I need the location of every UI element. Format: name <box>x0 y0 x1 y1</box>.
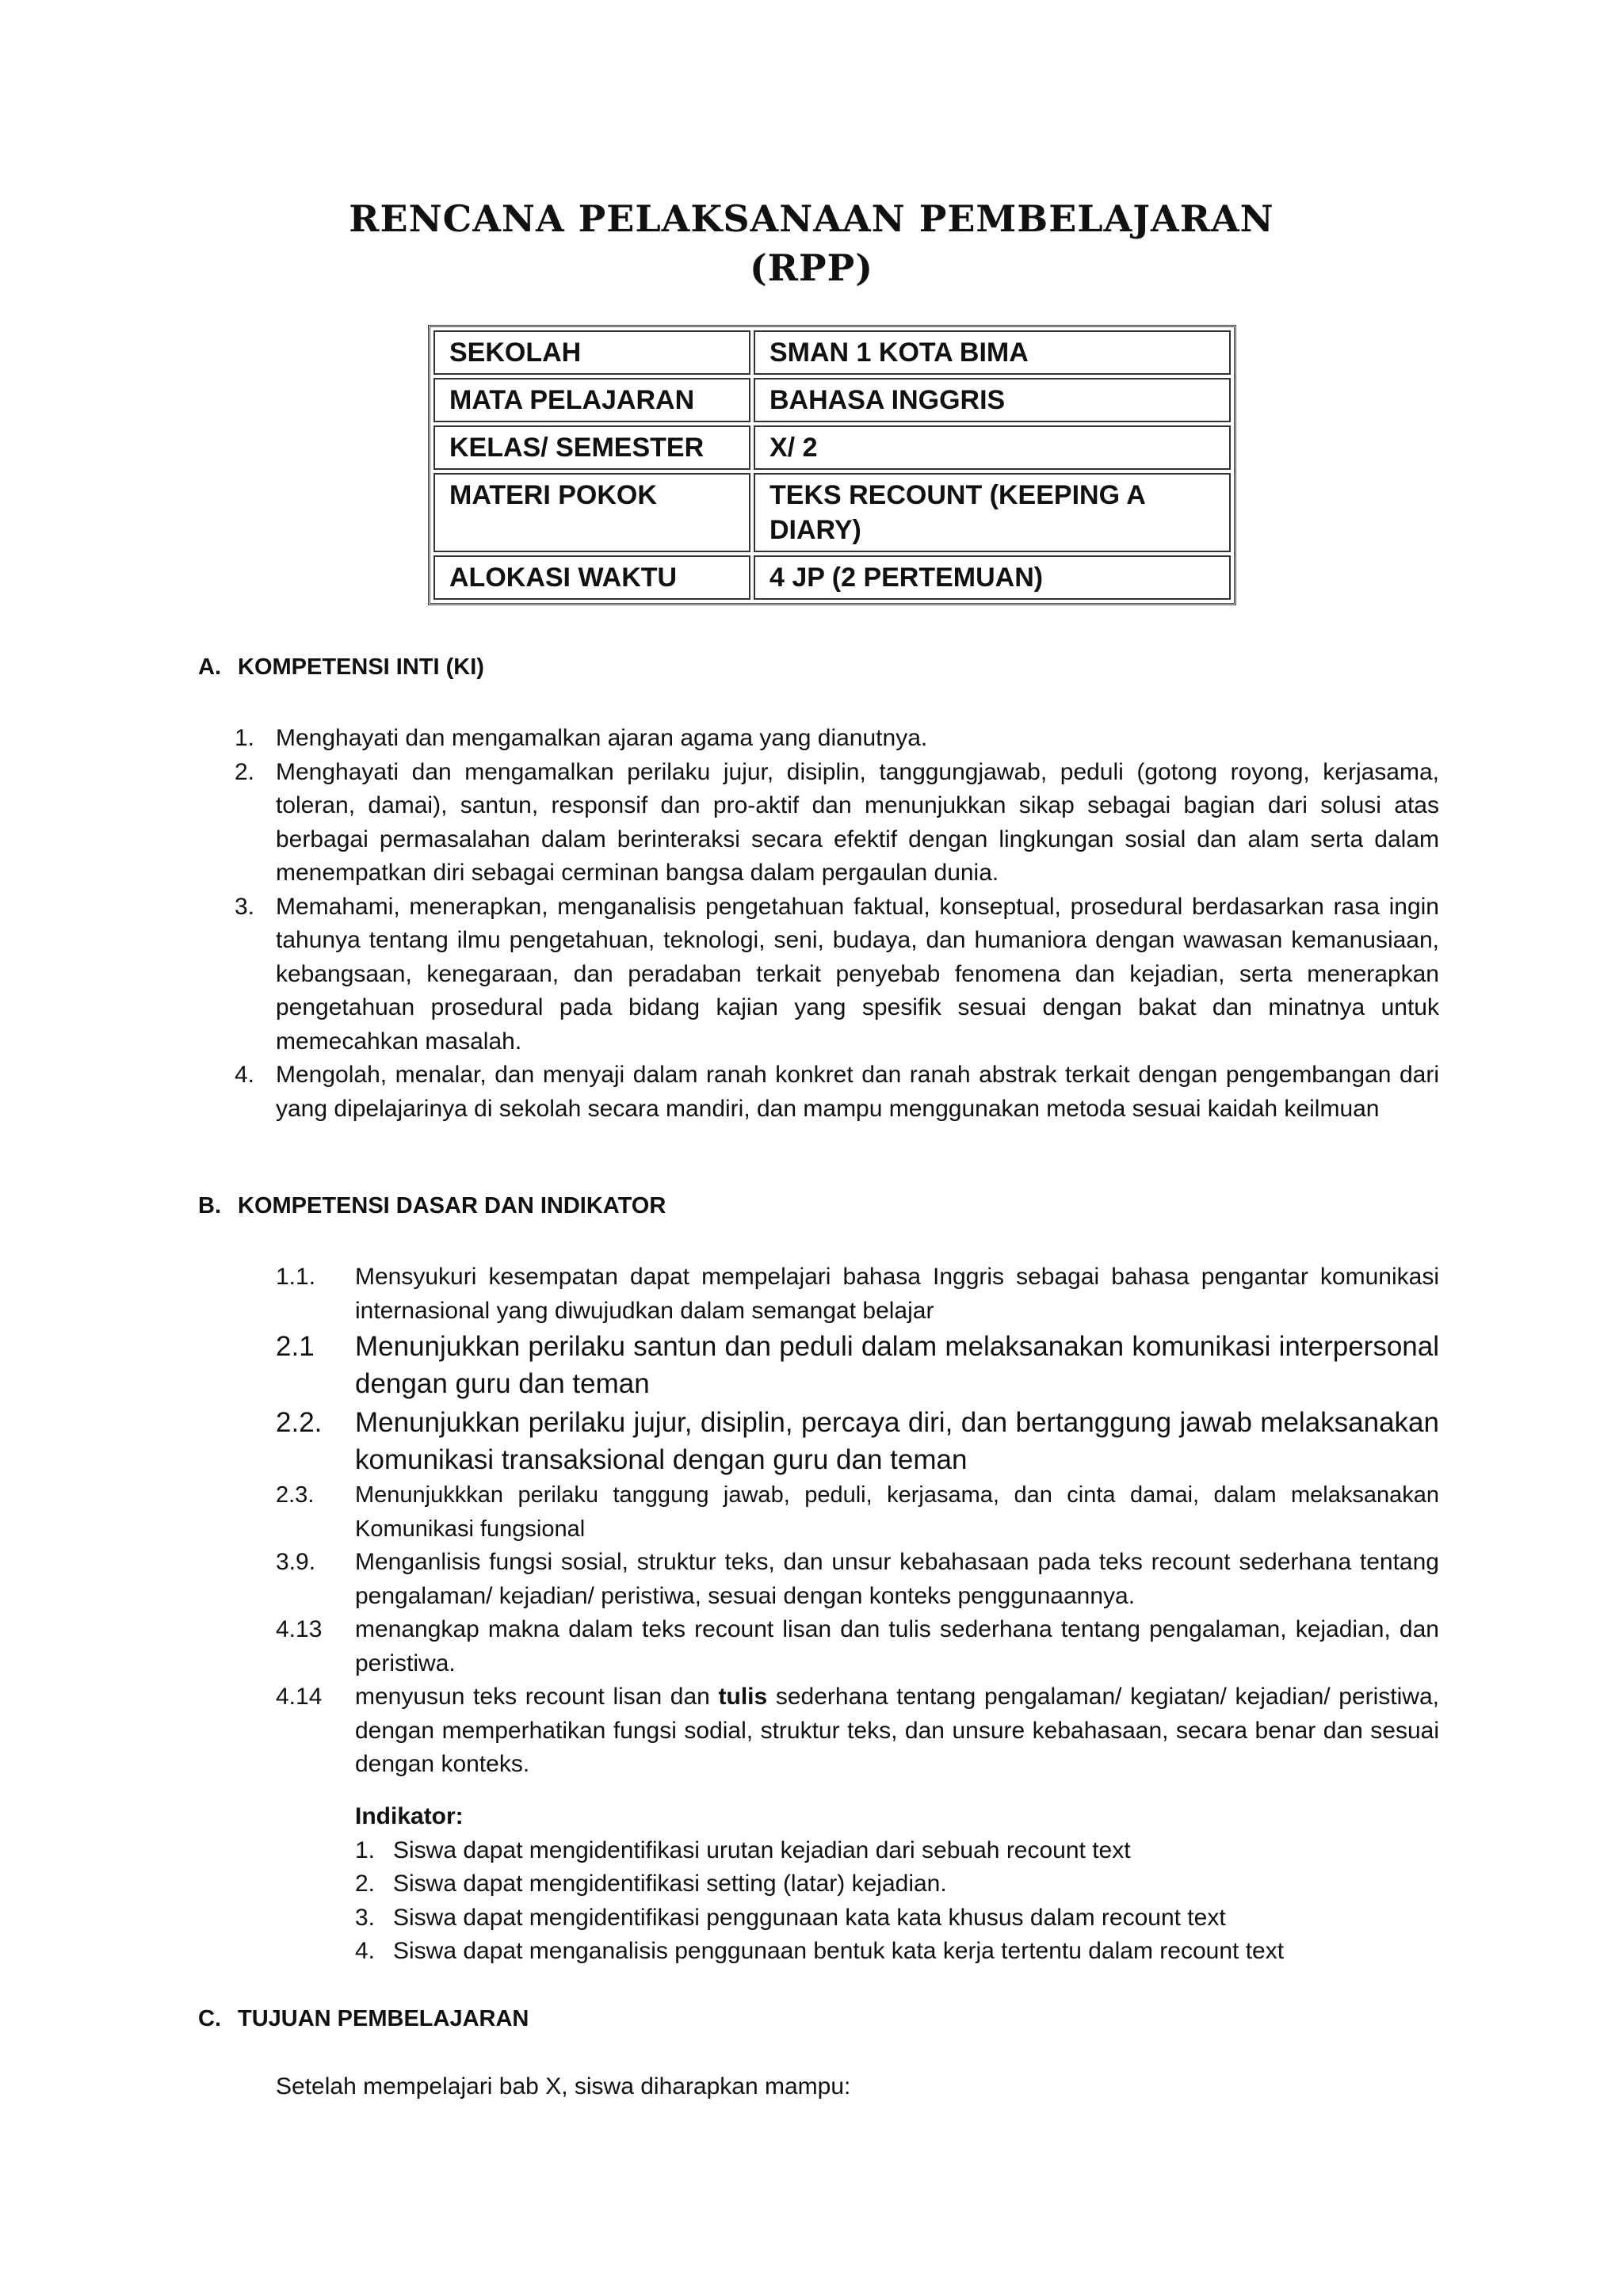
list-text: Siswa dapat menganalisis penggunaan bentuk kata kerja tertentu dalam recount text <box>393 1938 1285 1964</box>
list-item <box>276 1261 1439 1328</box>
info-value: 4 JP (2 PERTEMUAN) <box>754 555 1231 600</box>
section-letter: A. <box>198 654 221 680</box>
list-text: Menunjukkan perilaku santun dan peduli dalam melaksanakan komunikasi interpersonal dengan guru dan teman <box>355 1331 1439 1399</box>
kompetensi-dasar-item <box>276 1613 1439 1680</box>
list-text: Menunjukkan perilaku jujur, disiplin, percaya diri, dan bertanggung jawab melaksanakan komunikasi transaksional dengan guru dan teman <box>355 1407 1439 1475</box>
list-text: menangkap makna dalam teks recount lisan dan tulis sederhana tentang pengalaman, kejadian, dan peristiwa. <box>355 1616 1439 1676</box>
indikator-block <box>355 1800 1465 1969</box>
kompetensi-inti-list <box>235 722 1439 1126</box>
list-text: Menunjukkkan perilaku tanggung jawab, peduli, kerjasama, dan cinta damai, dalam melaksanakan Komunikasi fungsional <box>355 1482 1439 1542</box>
list-item <box>235 756 1439 891</box>
document-subtitle: (RPP) <box>750 246 873 289</box>
list-item <box>276 1404 1439 1478</box>
list-number: 1.1. <box>276 1264 316 1290</box>
table-row <box>433 425 1231 470</box>
section-c-heading <box>198 2006 529 2032</box>
table-row <box>433 378 1231 422</box>
list-text: Siswa dapat mengidentifikasi setting (latar) kejadian. <box>393 1871 947 1897</box>
list-number: 3. <box>235 893 255 920</box>
document-title: RENCANA PELAKSANAAN PEMBELAJARAN <box>349 197 1274 240</box>
section-letter: C. <box>198 2006 221 2031</box>
list-text: Memahami, menerapkan, menganalisis pengetahuan faktual, konseptual, prosedural berdasarkan rasa ingin tahunya tentang ilmu pengetahuan, teknologi, seni, budaya, dan humaniora dengan wawasan kemanusiaan, kebangsaan, kenegaraan, dan peradaban terkait penyebab fenomena dan kejadian, serta menerapkan pengetahuan prosedural pada bidang kajian yang spesifik sesuai dengan bakat dan minatnya untuk memecahkan masalah. <box>276 893 1439 1055</box>
list-number: 2.1 <box>276 1331 315 1362</box>
section-b-heading <box>198 1193 666 1219</box>
list-number: 4.13 <box>276 1616 323 1642</box>
table-row <box>433 473 1231 552</box>
list-text-bold: tulis <box>718 1684 768 1710</box>
list-number: 1. <box>235 725 255 751</box>
kompetensi-dasar-item <box>276 1680 1439 1782</box>
info-value: SMAN 1 KOTA BIMA <box>754 330 1231 375</box>
kompetensi-dasar-item <box>276 1546 1439 1613</box>
list-item <box>276 1680 1439 1782</box>
info-value: BAHASA INGGRIS <box>754 378 1231 422</box>
section-title: TUJUAN PEMBELAJARAN <box>238 2006 529 2031</box>
list-number: 3. <box>355 1904 376 1931</box>
info-label: ALOKASI WAKTU <box>433 555 750 600</box>
section-a-heading <box>198 654 484 681</box>
list-item <box>235 891 1439 1059</box>
info-value: TEKS RECOUNT (KEEPING A DIARY) <box>754 473 1231 552</box>
list-text: Menghayati dan mengamalkan perilaku jujur, disiplin, tanggungjawab, peduli (gotong royong, kerjasama, toleran, damai), santun, responsif dan pro-aktif dan menunjukkan sikap sebagai bagian dari solusi atas berbagai permasalahan dalam berinteraksi secara efektif dengan lingkungan sosial dan alam serta dalam menempatkan diri sebagai cerminan bangsa dalam pergaulan dunia. <box>276 758 1439 886</box>
info-table <box>428 325 1236 605</box>
tujuan-paragraph: Setelah mempelajari bab X, siswa diharapkan mampu: <box>276 2073 851 2100</box>
list-item <box>235 722 1439 756</box>
list-text: Menghayati dan mengamalkan ajaran agama yang dianutnya. <box>276 725 928 751</box>
list-item <box>276 1613 1439 1680</box>
list-item <box>355 1935 1465 1969</box>
kompetensi-dasar-item <box>276 1478 1439 1546</box>
list-text: Mensyukuri kesempatan dapat mempelajari bahasa Inggris sebagai bahasa pengantar komunikasi internasional yang diwujudkan dalam semangat belajar <box>355 1264 1439 1324</box>
list-item <box>355 1867 1465 1901</box>
section-title: KOMPETENSI DASAR DAN INDIKATOR <box>238 1193 666 1219</box>
list-number: 2.3. <box>276 1482 315 1508</box>
info-label: MATERI POKOK <box>433 473 750 552</box>
list-number: 4. <box>235 1062 255 1088</box>
info-label: MATA PELAJARAN <box>433 378 750 422</box>
list-number: 2. <box>355 1871 376 1897</box>
list-text: Siswa dapat mengidentifikasi penggunaan kata kata khusus dalam recount text <box>393 1904 1226 1931</box>
list-number: 1. <box>355 1836 376 1863</box>
info-label: SEKOLAH <box>433 330 750 375</box>
table-row <box>433 330 1231 375</box>
list-item <box>355 1834 1465 1868</box>
list-item <box>355 1901 1465 1936</box>
list-text-part: menyusun teks recount lisan dan <box>355 1684 719 1710</box>
list-text: Mengolah, menalar, dan menyaji dalam ranah konkret dan ranah abstrak terkait dengan pengembangan dari yang dipelajarinya di sekolah secara mandiri, dan mampu menggunakan metoda sesuai kaidah keilmuan <box>276 1062 1439 1122</box>
list-item <box>235 1058 1439 1126</box>
list-item <box>276 1478 1439 1546</box>
section-title: KOMPETENSI INTI (KI) <box>238 654 484 680</box>
list-item <box>276 1546 1439 1613</box>
list-number: 3.9. <box>276 1549 316 1575</box>
indikator-heading: Indikator: <box>355 1803 464 1829</box>
list-text-part: sederhana tentang pengalaman/ kegiatan/ kejadian/ peristiwa, dengan memperhatikan fungsi sodial, struktur teks, dan unsure kebahasaan, secara benar dan sesuai dengan konteks. <box>355 1684 1439 1777</box>
list-number: 2.2. <box>276 1407 323 1438</box>
kompetensi-dasar-item <box>276 1261 1439 1328</box>
kompetensi-dasar-item <box>276 1404 1439 1478</box>
list-text: Siswa dapat mengidentifikasi urutan kejadian dari sebuah recount text <box>393 1836 1131 1863</box>
kompetensi-dasar-item <box>276 1328 1439 1402</box>
list-text: Menganlisis fungsi sosial, struktur teks, dan unsur kebahasaan pada teks recount sederhana tentang pengalaman/ kejadian/ peristiwa, sesuai dengan konteks penggunaannya. <box>355 1549 1439 1609</box>
table-row <box>433 555 1231 600</box>
list-number: 2. <box>235 758 255 785</box>
info-label: KELAS/ SEMESTER <box>433 425 750 470</box>
list-item <box>276 1328 1439 1402</box>
list-number: 4.14 <box>276 1684 323 1710</box>
info-value: X/ 2 <box>754 425 1231 470</box>
section-letter: B. <box>198 1193 221 1219</box>
list-number: 4. <box>355 1938 376 1964</box>
